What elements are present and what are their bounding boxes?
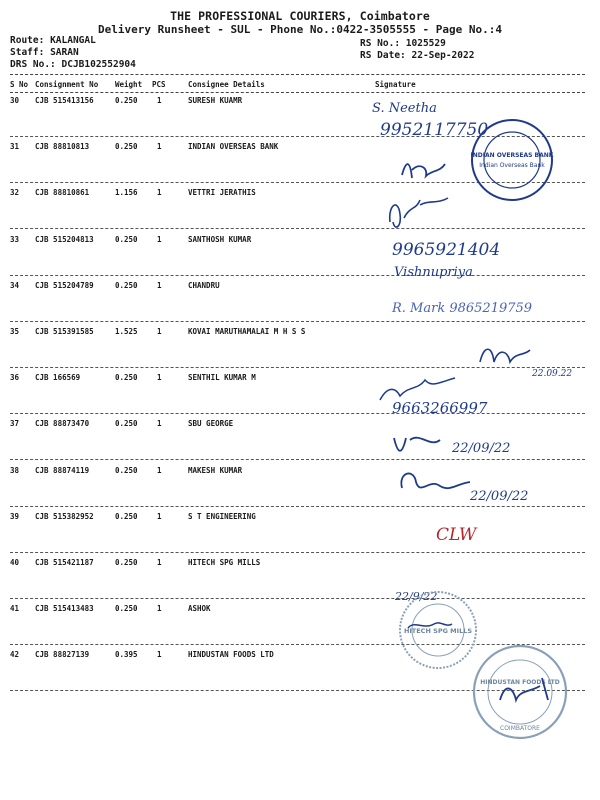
staff-field xyxy=(10,47,79,58)
row-consignment: CJB 88874119 xyxy=(35,465,90,475)
row-separator xyxy=(10,690,585,691)
row-separator xyxy=(10,367,585,368)
col-pcs: PCS xyxy=(152,80,166,89)
row-sno: 34 xyxy=(10,280,20,290)
row-pcs: 1 xyxy=(157,511,162,521)
row-consignment: CJB 88873470 xyxy=(35,419,90,429)
table-row xyxy=(0,512,600,558)
row-consignee: SENTHIL KUMAR M xyxy=(188,373,256,383)
table-row xyxy=(0,604,600,650)
table-row xyxy=(0,466,600,512)
row-consignment: CJB 515413156 xyxy=(35,96,94,105)
row-pcs: 1 xyxy=(157,280,162,290)
table-row xyxy=(0,373,600,419)
rs-no-field xyxy=(360,38,446,49)
row-consignee: S T ENGINEERING xyxy=(188,511,256,521)
rs-date-label: RS Date: xyxy=(360,50,406,61)
row-sno: 37 xyxy=(10,419,20,429)
row-weight: 1.156 xyxy=(115,188,138,198)
table-row xyxy=(0,235,600,281)
rs-date-value: 22-Sep-2022 xyxy=(411,50,475,61)
handwriting-r34: R. Mark 9865219759 xyxy=(392,301,533,316)
staff-label: Staff: xyxy=(10,47,45,58)
table-row xyxy=(0,142,600,188)
row-separator xyxy=(10,182,585,183)
handwriting-r36-date: 22.09.22 xyxy=(532,369,573,379)
route-value: KALANGAL xyxy=(50,35,96,46)
row-sno: 39 xyxy=(10,511,20,521)
row-pcs: 1 xyxy=(157,327,162,336)
route-label: Route: xyxy=(10,35,45,46)
row-weight: 0.250 xyxy=(115,419,138,429)
row-pcs: 1 xyxy=(157,650,162,660)
row-weight: 1.525 xyxy=(115,327,138,336)
row-sno: 41 xyxy=(10,604,20,614)
table-row xyxy=(0,327,600,373)
table-row xyxy=(0,650,600,696)
drs-field xyxy=(10,59,136,70)
row-sno: 30 xyxy=(10,96,20,105)
row-consignment: CJB 88810813 xyxy=(35,142,90,152)
header-rule-bottom xyxy=(10,92,585,93)
row-consignment: CJB 515204813 xyxy=(35,234,94,244)
col-sno: S No xyxy=(10,80,29,89)
handwriting-r39: CLW xyxy=(436,525,477,545)
row-consignee: SANTHOSH KUMAR xyxy=(188,234,252,244)
row-separator xyxy=(10,459,585,460)
row-separator xyxy=(10,321,585,322)
row-sno: 33 xyxy=(10,234,20,244)
runsheet-subtitle: Delivery Runsheet - SUL - Phone No.:0422-3505555 - Page No.:4 xyxy=(98,23,502,36)
runsheet-title: THE PROFESSIONAL COURIERS, Coimbatore xyxy=(170,9,430,23)
row-consignee: SURESH KUAMR xyxy=(188,96,243,105)
handwriting-r33-phone: 9965921404 xyxy=(392,240,501,260)
row-weight: 0.395 xyxy=(115,650,138,660)
rs-no-value: 1025529 xyxy=(405,38,446,49)
row-consignee: HITECH SPG MILLS xyxy=(188,558,261,567)
row-sno: 38 xyxy=(10,465,20,475)
bank-stamp-ring-text: Indian Overseas Bank xyxy=(479,162,545,169)
handwriting-r30-name: S. Neetha xyxy=(372,101,437,116)
row-weight: 0.250 xyxy=(115,96,138,105)
row-consignee: KOVAI MARUTHAMALAI M H S S xyxy=(188,327,306,336)
handwriting-r36-phone: 9663266997 xyxy=(392,399,488,417)
row-consignment: CJB 515421187 xyxy=(35,558,94,567)
row-consignee: MAKESH KUMAR xyxy=(188,465,243,475)
row-consignment: CJB 515204789 xyxy=(35,280,94,290)
row-separator xyxy=(10,228,585,229)
row-pcs: 1 xyxy=(157,604,162,614)
row-consignee: CHANDRU xyxy=(188,280,220,290)
row-sno: 31 xyxy=(10,142,20,152)
hitech-stamp-text: HITECH SPG MILLS xyxy=(403,627,473,635)
header-rule-top xyxy=(10,74,585,75)
hindustan-stamp-city: COIMBATORE xyxy=(500,725,540,732)
row-weight: 0.250 xyxy=(115,604,138,614)
row-pcs: 1 xyxy=(157,373,162,383)
row-weight: 0.250 xyxy=(115,373,138,383)
drs-label: DRS No.: xyxy=(10,59,56,70)
row-consignment: CJB 515391585 xyxy=(35,327,94,336)
row-sno: 35 xyxy=(10,327,20,336)
row-consignment: CJB 88827139 xyxy=(35,650,90,660)
row-pcs: 1 xyxy=(157,558,162,567)
handwriting-r38-date: 22/09/22 xyxy=(452,441,511,456)
row-separator xyxy=(10,506,585,507)
hindustan-stamp-text: HINDUSTAN FOODS LTD xyxy=(480,679,560,686)
row-pcs: 1 xyxy=(157,96,162,105)
table-row xyxy=(0,281,600,327)
row-weight: 0.250 xyxy=(115,558,138,567)
row-consignee: ASHOK xyxy=(188,604,211,614)
row-separator xyxy=(10,413,585,414)
row-separator xyxy=(10,275,585,276)
row-separator xyxy=(10,136,585,137)
staff-value: SARAN xyxy=(50,47,79,58)
row-sno: 32 xyxy=(10,188,20,198)
row-consignee: HINDUSTAN FOODS LTD xyxy=(188,650,274,660)
bank-stamp-text: INDIAN OVERSEAS BANK xyxy=(470,152,554,159)
col-consignee: Consignee Details xyxy=(188,80,265,89)
table-row xyxy=(0,419,600,465)
row-separator xyxy=(10,552,585,553)
row-consignment: CJB 88810861 xyxy=(35,188,90,198)
row-weight: 0.250 xyxy=(115,465,138,475)
table-row xyxy=(0,188,600,234)
handwriting-r33-name: Vishnupriya xyxy=(394,265,473,280)
row-pcs: 1 xyxy=(157,142,162,152)
row-sno: 42 xyxy=(10,650,20,660)
row-pcs: 1 xyxy=(157,465,162,475)
row-weight: 0.250 xyxy=(115,142,138,152)
row-pcs: 1 xyxy=(157,188,162,198)
row-separator xyxy=(10,644,585,645)
row-sno: 40 xyxy=(10,558,20,567)
table-row xyxy=(0,96,600,142)
row-consignment: CJB 515382952 xyxy=(35,511,94,521)
rs-date-field xyxy=(360,50,474,61)
row-pcs: 1 xyxy=(157,419,162,429)
row-consignment: CJB 515413483 xyxy=(35,604,94,614)
handwriting-r40-date: 22/9/22 xyxy=(395,590,438,603)
row-sno: 36 xyxy=(10,373,20,383)
row-weight: 0.250 xyxy=(115,234,138,244)
row-consignee: VETTRI JERATHIS xyxy=(188,188,256,198)
col-weight: Weight xyxy=(115,80,143,89)
handwriting-r30-phone: 9952117750 xyxy=(380,120,489,140)
table-row xyxy=(0,558,600,604)
row-weight: 0.250 xyxy=(115,511,138,521)
drs-value: DCJB102552904 xyxy=(61,59,136,70)
rs-no-label: RS No.: xyxy=(360,38,401,49)
row-consignee: INDIAN OVERSEAS BANK xyxy=(188,142,279,152)
row-consignment: CJB 166569 xyxy=(35,373,81,383)
col-signature: Signature xyxy=(375,80,416,89)
col-consignment: Consignment No xyxy=(35,80,99,89)
row-pcs: 1 xyxy=(157,234,162,244)
row-separator xyxy=(10,598,585,599)
row-weight: 0.250 xyxy=(115,280,138,290)
row-consignee: SBU GEORGE xyxy=(188,419,234,429)
route-field xyxy=(10,35,96,46)
handwriting-r38-date2: 22/09/22 xyxy=(470,489,529,504)
